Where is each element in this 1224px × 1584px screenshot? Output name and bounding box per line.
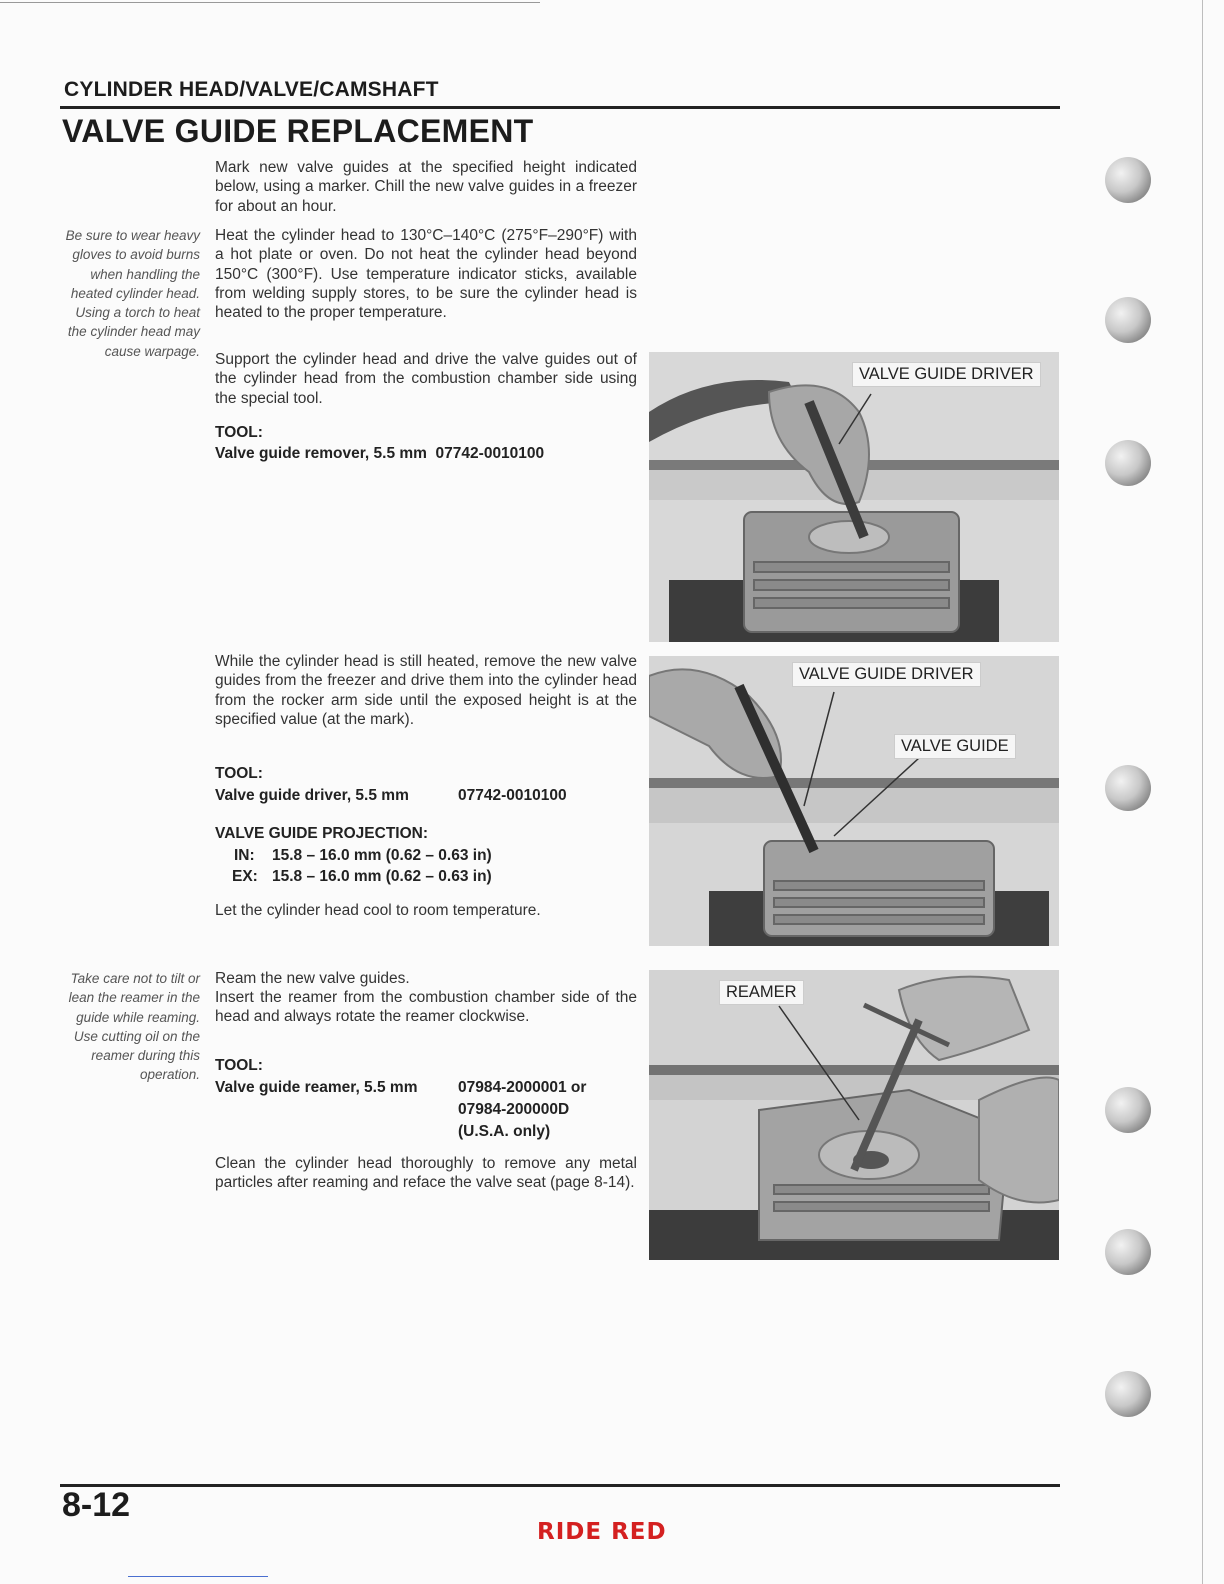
tool-heading-3: TOOL: [215,1057,263,1074]
projection-ex-label: EX: [232,868,258,885]
tool-name-2: Valve guide driver, 5.5 mm [215,787,409,804]
tool-heading-1: TOOL: [215,424,263,441]
heat-warning-note: Be sure to wear heavy gloves to avoid burns when handling the heated cylinder head. Using a torch to heat the cylinder head may cause warpage. [65,228,200,359]
cool-paragraph: Let the cylinder head cool to room temperature. [215,902,541,919]
photo2-label-driver: VALVE GUIDE DRIVER [792,662,981,687]
photo1-label-driver: VALVE GUIDE DRIVER [852,362,1041,387]
tool-line-1: Valve guide remover, 5.5 mm 07742-0010100 [215,445,545,462]
projection-ex-value: 15.8 – 16.0 mm (0.62 – 0.63 in) [272,868,492,885]
header-rule [60,106,1060,109]
support-paragraph: Support the cylinder head and drive the valve guides out of the cylinder head from the combustion chamber side using the special tool. [215,351,637,407]
page-number: 8-12 [62,1486,131,1524]
insert-paragraph: Insert the reamer from the combustion chamber side of the head and always rotate the reamer clockwise. [215,989,637,1026]
projection-in-value: 15.8 – 16.0 mm (0.62 – 0.63 in) [272,847,492,864]
projection-in-label: IN: [234,847,255,864]
tool-number-3b: 07984-200000D [458,1101,570,1118]
projection-heading: VALVE GUIDE PROJECTION: [215,825,429,842]
tool-number-3c: (U.S.A. only) [458,1123,551,1140]
photo2-label-guide: VALVE GUIDE [894,734,1016,759]
drive-paragraph: While the cylinder head is still heated, remove the new valve guides from the freezer and drive them into the cylinder head from the rocker arm side until the exposed height is at the specified value (at the mark). [215,653,637,728]
photo3-label-reamer: REAMER [719,980,804,1005]
photo-install-guide [649,656,1059,946]
tool-number-3a: 07984-2000001 or [458,1079,587,1096]
section-title: CYLINDER HEAD/VALVE/CAMSHAFT [64,78,439,101]
bottom-blue-line [128,1576,268,1577]
heat-paragraph: Heat the cylinder head to 130°C–140°C (275°F–290°F) with a hot plate or oven. Do not heat the cylinder head beyond 150°C (300°F). Use temperature indicator sticks, available from welding supply stores, to be sure the cylinder head is heated to the proper temperature. [215,227,637,322]
reamer-note: Take care not to tilt or lean the reamer in the guide while reaming. Use cutting oil on the reamer during this operation. [68,971,200,1083]
mark-paragraph: Mark new valve guides at the specified height indicated below, using a marker. Chill the new valve guides in a freezer for about an hour. [215,159,637,215]
page-edge-line [1202,0,1203,1584]
tool-number-2: 07742-0010100 [458,787,567,804]
footer-rule [60,1484,1060,1487]
binder-hole-1 [1105,157,1151,203]
binder-hole-4 [1105,765,1151,811]
photo-remove-guide [649,352,1059,642]
brand-logo-text: RIDE RED [537,1519,667,1545]
page-title: VALVE GUIDE REPLACEMENT [62,113,534,149]
ream-line: Ream the new valve guides. [215,970,410,987]
binder-hole-5 [1105,1087,1151,1133]
binder-hole-3 [1105,440,1151,486]
binder-hole-6 [1105,1229,1151,1275]
photo-ream-guide [649,970,1059,1260]
tool-name-3: Valve guide reamer, 5.5 mm [215,1079,418,1096]
clean-paragraph: Clean the cylinder head thoroughly to remove any metal particles after reaming and reface the valve seat (page 8-14). [215,1155,637,1192]
tool-heading-2: TOOL: [215,765,263,782]
binder-hole-2 [1105,297,1151,343]
binder-hole-7 [1105,1371,1151,1417]
top-scan-line [0,2,540,3]
